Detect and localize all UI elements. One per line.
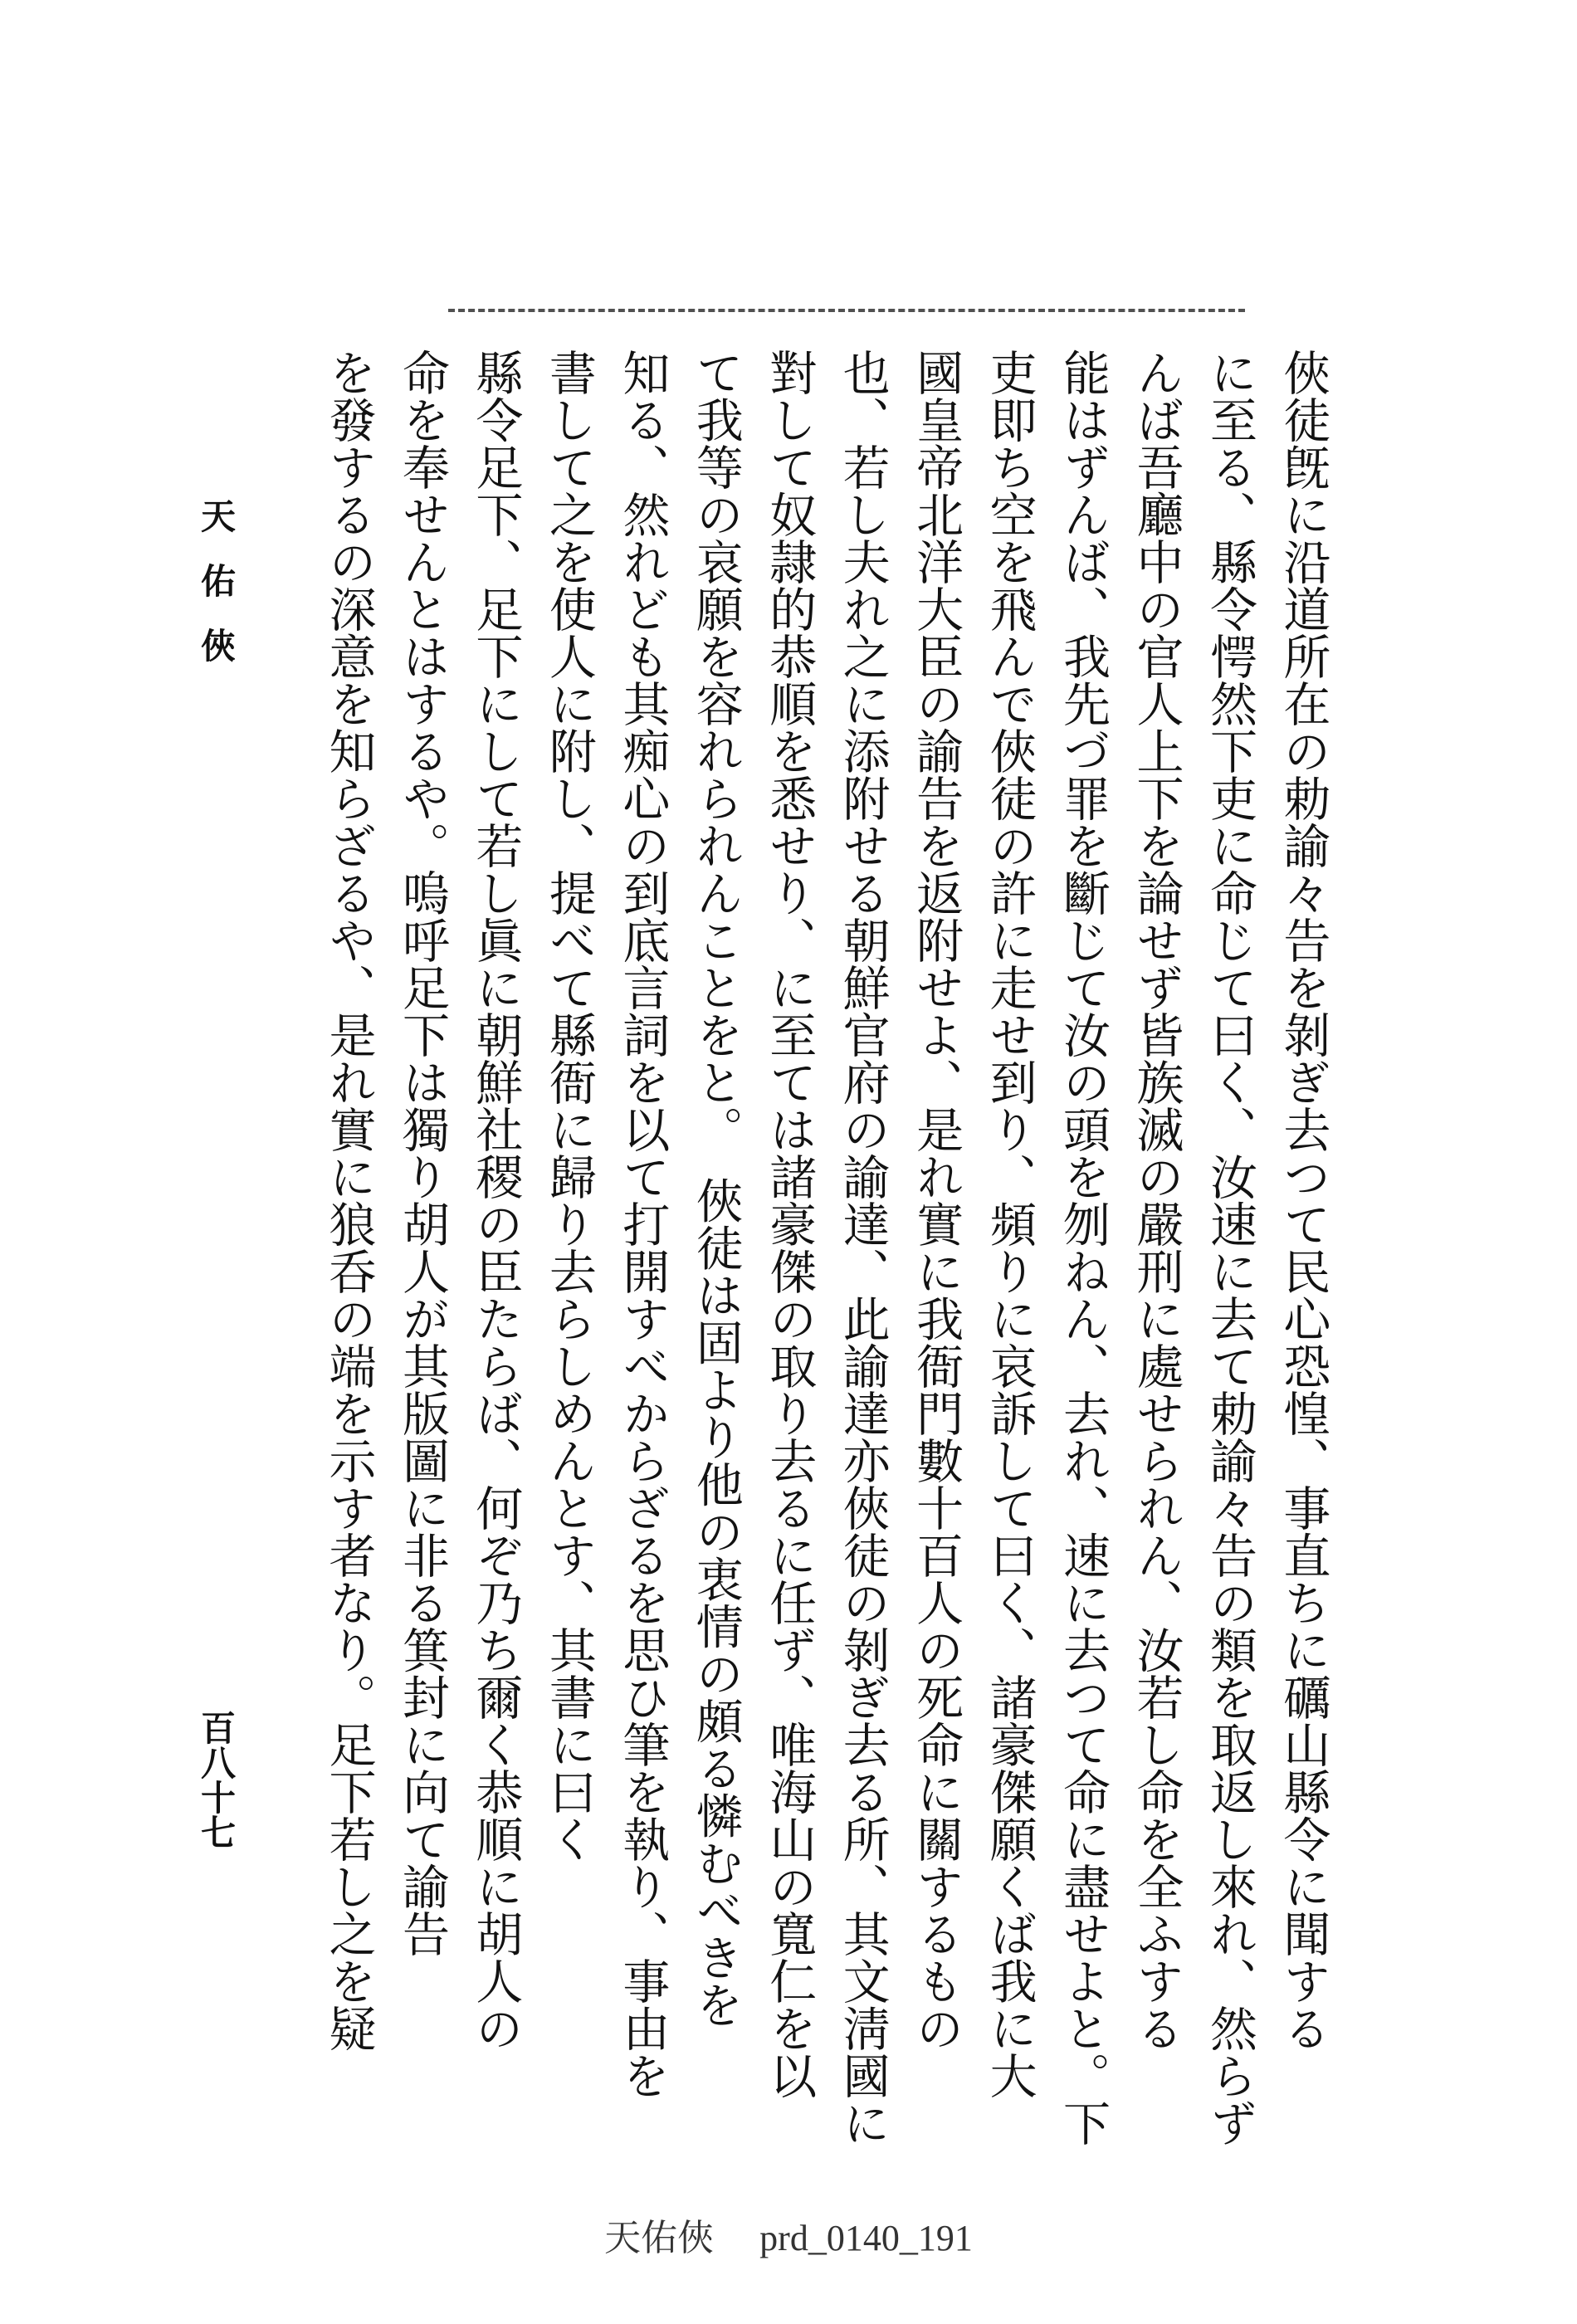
text-column-14: を發するの深意を知らざるや、是れ實に狼呑の端を示す者なり。足下若し之を疑 (321, 349, 376, 2052)
text-column-9: て我等の哀願を容れられんことをと。 俠徒は固より他の衷情の頗る憐むべきを (688, 349, 744, 2029)
decorative-rule (448, 309, 1245, 312)
text-column-10: 知る、然れども其痴心の到底言詞を以て打開すべからざるを思ひ筆を執り、事由を (614, 349, 670, 2099)
text-column-13: 命を奉せんとはするや。嗚呼足下は獨り胡人が其版圖に非る箕封に向て諭告 (394, 349, 450, 1957)
page-number: 百八十七 (196, 1710, 237, 1849)
text-column-3: んば吾廳中の官人上下を論せず皆族滅の嚴刑に處せられん、汝若し命を全ふする (1128, 349, 1184, 2052)
running-head: 天佑俠 (196, 498, 237, 692)
text-column-1: 俠徒旣に沿道所在の勅諭々告を剝ぎ去つて民心恐惶、事直ちに礪山縣令に聞する (1275, 349, 1330, 2052)
text-column-12: 縣令足下、足下にして若し眞に朝鮮社稷の臣たらば、何ぞ乃ち爾く恭順に胡人の (467, 349, 523, 2052)
text-column-8: 對して奴隷的恭順を悉せり、に至ては諸豪傑の取り去るに任ず、唯海山の寬仁を以 (761, 349, 817, 2099)
text-column-11: 書して之を使人に附し、提べて縣衙に歸り去らしめんとす、其書に曰く (541, 349, 597, 1863)
text-column-2: に至る、縣令愕然下吏に命じて曰く、汝速に去て勅諭々告の類を取返し來れ、然らず (1202, 349, 1257, 2146)
text-column-7: 也、若し夫れ之に添附せる朝鮮官府の諭達、此諭達亦俠徒の剝ぎ去る所、其文淸國に (835, 349, 891, 2146)
main-text (315, 349, 1336, 2146)
text-column-6: 國皇帝北洋大臣の諭告を返附せよ、是れ實に我衙門數十百人の死命に關するもの (908, 349, 964, 2052)
text-column-4: 能はずんば、我先づ罪を斷じて汝の頭を刎ねん、去れ、速に去つて命に盡せよと。下 (1055, 349, 1111, 2146)
footer-caption: 天佑俠 prd_0140_191 (604, 2218, 973, 2258)
text-column-5: 吏即ち空を飛んで俠徒の許に走せ到り、頻りに哀訴して曰く、諸豪傑願くば我に大 (982, 349, 1038, 2099)
